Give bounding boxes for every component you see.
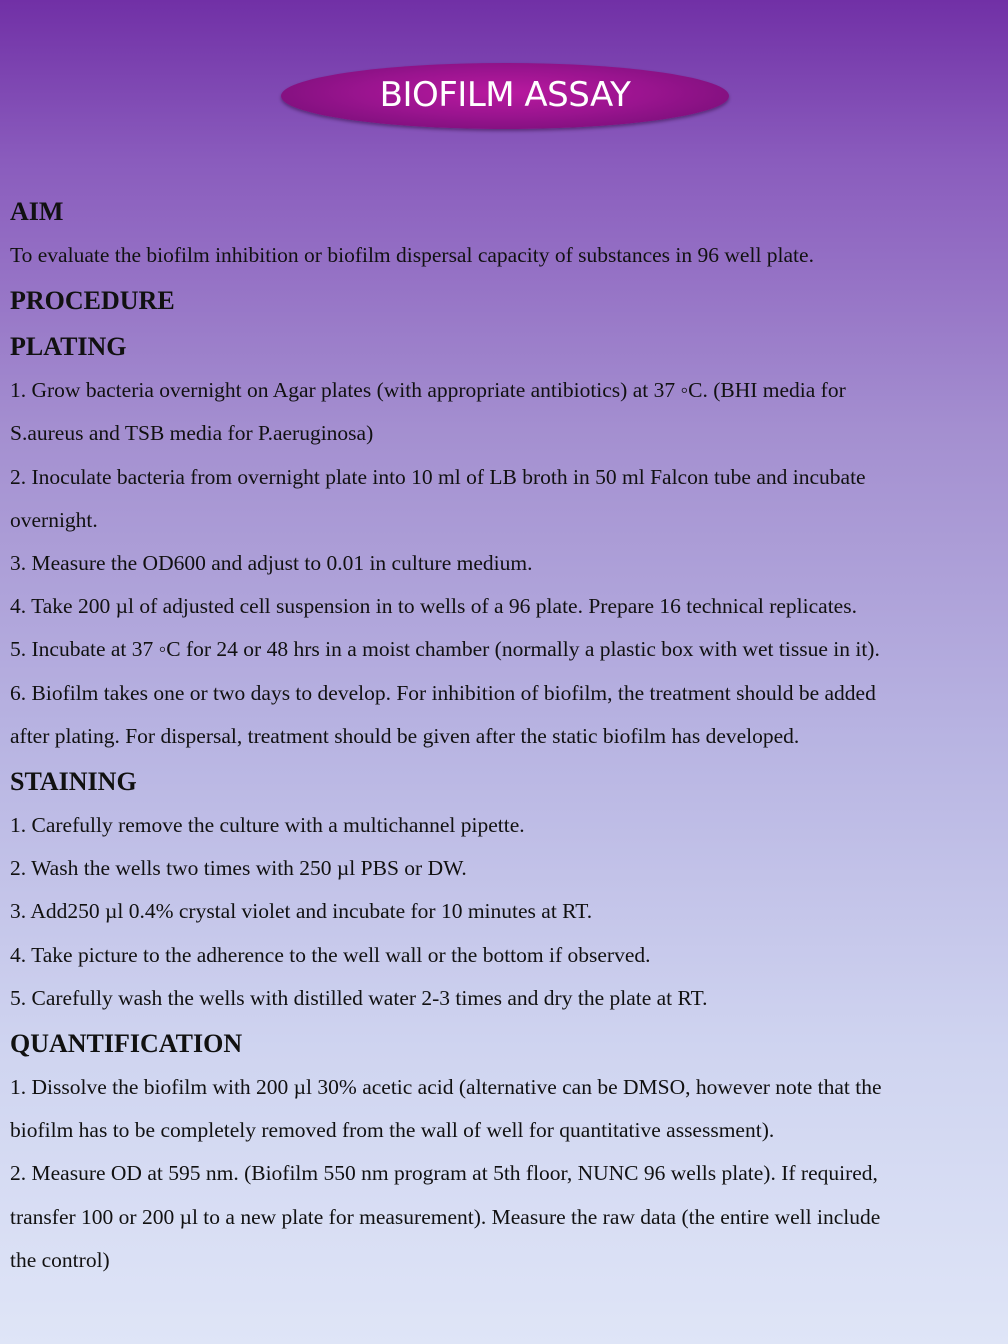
aim-heading: AIM <box>10 197 64 226</box>
staining-section <box>10 760 998 1020</box>
plating-line: 1. Grow bacteria overnight on Agar plates (with appropriate antibiotics) at 37 ◦C. (BHI media for <box>10 378 846 403</box>
quantification-line: 1. Dissolve the biofilm with 200 µl 30% acetic acid (alternative can be DMSO, however note that the <box>10 1075 882 1100</box>
plating-line: 2. Inoculate bacteria from overnight plate into 10 ml of LB broth in 50 ml Falcon tube and incubate <box>10 464 866 489</box>
plating-line: 6. Biofilm takes one or two days to develop. For inhibition of biofilm, the treatment should be added <box>10 680 876 705</box>
title-banner <box>281 63 729 129</box>
quantification-line: 2. Measure OD at 595 nm. (Biofilm 550 nm program at 5th floor, NUNC 96 wells plate). If required, <box>10 1161 878 1186</box>
staining-line: 2. Wash the wells two times with 250 µl PBS or DW. <box>10 856 467 881</box>
quantification-line: the control) <box>10 1247 110 1272</box>
procedure-section <box>10 279 998 323</box>
plating-line: 3. Measure the OD600 and adjust to 0.01 in culture medium. <box>10 551 533 576</box>
quantification-heading: QUANTIFICATION <box>10 1029 243 1059</box>
plating-heading: PLATING <box>10 332 127 362</box>
page-title: BIOFILM ASSAY <box>379 75 631 115</box>
plating-line: S.aureus and TSB media for P.aeruginosa) <box>10 421 374 446</box>
document-body <box>10 188 998 1282</box>
quantification-section <box>10 1022 998 1282</box>
quantification-line: transfer 100 or 200 µl to a new plate for measurement). Measure the raw data (the entire well include <box>10 1204 881 1229</box>
aim-section <box>10 190 998 277</box>
plating-line: overnight. <box>10 507 98 532</box>
plating-line: 5. Incubate at 37 ◦C for 24 or 48 hrs in a moist chamber (normally a plastic box with wet tissue in it). <box>10 637 880 662</box>
staining-line: 3. Add250 µl 0.4% crystal violet and incubate for 10 minutes at RT. <box>10 899 593 924</box>
plating-section <box>10 325 998 758</box>
staining-line: 5. Carefully wash the wells with distilled water 2-3 times and dry the plate at RT. <box>10 985 708 1010</box>
quantification-line: biofilm has to be completely removed from the wall of well for quantitative assessment). <box>10 1118 775 1143</box>
procedure-heading: PROCEDURE <box>10 286 175 316</box>
title-oval <box>281 63 729 129</box>
staining-line: 4. Take picture to the adherence to the well wall or the bottom if observed. <box>10 942 651 967</box>
plating-line: 4. Take 200 µl of adjusted cell suspension in to wells of a 96 plate. Prepare 16 technical replicates. <box>10 594 857 619</box>
staining-line: 1. Carefully remove the culture with a multichannel pipette. <box>10 813 525 838</box>
staining-heading: STAINING <box>10 767 137 797</box>
plating-line: after plating. For dispersal, treatment should be given after the static biofilm has developed. <box>10 723 800 748</box>
aim-line: To evaluate the biofilm inhibition or biofilm dispersal capacity of substances in 96 well plate. <box>10 243 814 267</box>
